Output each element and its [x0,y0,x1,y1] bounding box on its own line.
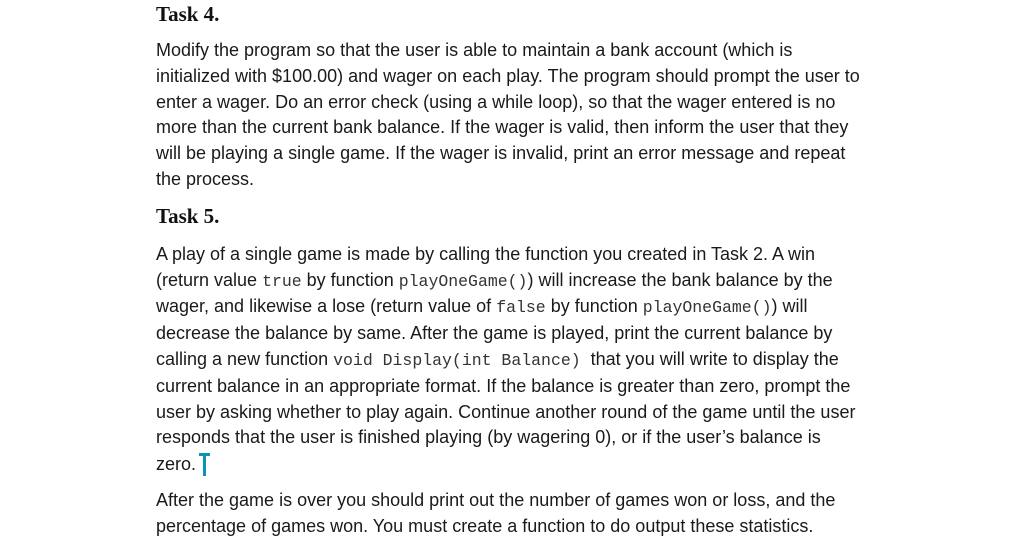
task4-line: initialized with $100.00) and wager on each play. The program should prompt the user to [156,65,860,86]
text-cursor-icon [199,451,209,477]
code-false: false [496,298,546,318]
document-page [156,0,986,540]
text-run: calling a new function [156,348,334,369]
text-run: by function [545,296,643,317]
task5-line: current balance in an appropriate format. If the balance is greater than zero, prompt the [156,375,851,396]
code-true: true [262,271,302,291]
task5-line [156,451,986,478]
text-run: wager, and likewise a lose (return value of [156,296,497,317]
task5-line [156,294,986,321]
task5-line: user by asking whether to play again. Continue another round of the game until the user [156,401,856,422]
task5-line: decrease the balance by same. After the game is played, print the current balance by [156,323,833,344]
task4-line: more than the current bank balance. If the wager is valid, then inform the user that they [156,117,849,138]
text-run: ) will [771,296,808,317]
task4-line: the process. [156,168,255,189]
code-playonegame: playOneGame() [398,271,528,291]
code-playonegame: playOneGame() [642,298,772,318]
task4-line: will be playing a single game. If the wager is invalid, print an error message and repeat [156,143,846,164]
text-run: that you will write to display the [580,348,839,369]
task5-closing-line: percentage of games won. You must create a function to do output these statistics. [156,515,814,536]
task4-line: Modify the program so that the user is able to maintain a bank account (which is [156,40,793,60]
task5-line [156,268,986,295]
task5-line: responds that the user is finished playing (by wagering 0), or if the user’s balance is [156,427,821,448]
task4-line: enter a wager. Do an error check (using a while loop), so that the wager entered is no [156,91,836,112]
task5-closing-paragraph [156,488,986,540]
text-run: ) will increase the bank balance by the [527,269,833,290]
task5-closing-line: After the game is over you should print out the number of games won or loss, and the [156,489,836,510]
text-run: (return value [156,269,263,290]
code-display-signature: void Display(int Balance) [333,350,581,370]
task5-paragraph[interactable] [156,242,986,478]
text-run: by function [301,269,399,290]
task5-heading: Task 5. [156,203,220,228]
task4-heading: Task 4. [156,2,220,26]
task4-paragraph [156,38,986,193]
task5-line [156,347,986,374]
text-run: zero. [156,454,197,475]
task5-line: A play of a single game is made by calling the function you created in Task 2. A win [156,243,816,264]
